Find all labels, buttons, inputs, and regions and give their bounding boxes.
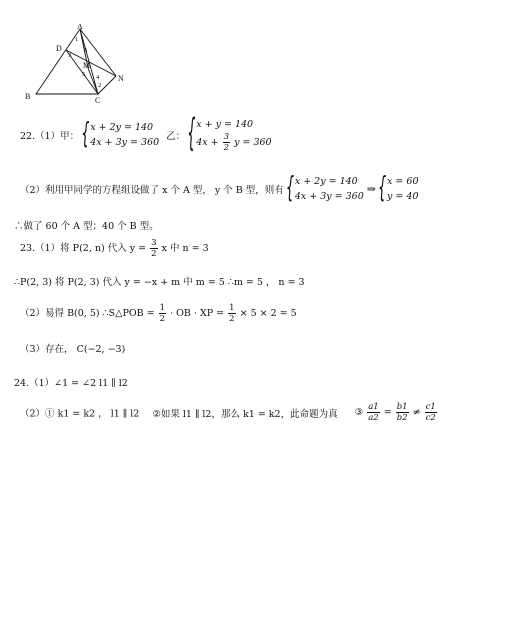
- angle-5: 5: [82, 71, 86, 78]
- part2-system: [287, 174, 364, 204]
- segment-dn: [66, 50, 116, 76]
- angle-6: 6: [84, 47, 88, 54]
- jia-system: [82, 120, 159, 150]
- q22-part2-text: （2）利用甲同学的方程组设做了 x 个 A 型， y 个 B 型，则有: [20, 185, 284, 196]
- segment-mc: [88, 68, 98, 94]
- angle-3: 3: [68, 52, 72, 59]
- yi-eq1: { x + y = 140: [196, 119, 254, 130]
- jia-eq2: 4x + 3y = 360: [90, 137, 160, 148]
- label-b: B: [25, 92, 31, 101]
- implies-arrow: ⇒: [366, 182, 377, 196]
- label-d: D: [56, 44, 62, 53]
- jia-eq1: { x + 2y = 140: [90, 122, 154, 133]
- q22-part2: [20, 174, 419, 204]
- angle-2: 2: [98, 82, 102, 89]
- q23-line2: ∴P(2, 3) 将 P(2, 3) 代入 y = −x + m 中 m = 5 ∴m = 5 ， n = 3: [14, 277, 305, 288]
- geometry-figure: [18, 24, 128, 104]
- solution-system: [379, 174, 418, 204]
- yi-label: 乙：: [166, 131, 186, 142]
- label-n: N: [118, 74, 124, 83]
- yi-system: [188, 117, 271, 153]
- q24-part2: （2）① k1 = k2 ， l1 ∥ l2 ②如果 l1 ∥ l2，那么 k1 = k2，此命题为真 ③ $\frac{a1}{a2}$ = $\frac{b1}{b2}$ ≠ $\frac{c1}{c2}$: [20, 402, 436, 423]
- solution-y: y = 40: [387, 191, 419, 202]
- q23-line4: （3）存在， C(−2, −3): [20, 344, 126, 355]
- q24-line1: 24.（1）∠1 = ∠2 l1 ∥ l2: [14, 378, 128, 389]
- q22-conclusion: ∴做了 60 个 A 型；40 个 B 型。: [14, 221, 159, 232]
- yi-eq2: 4x + $\frac{3}{2}$ y = 360: [196, 132, 272, 153]
- q23-line1: 23.（1）将 P(2, n) 代入 y = $\frac{3}{2}$ x 中 n = 3: [20, 238, 209, 259]
- label-a: A: [77, 24, 83, 31]
- angle-1: 1: [75, 36, 79, 43]
- angle-4: 4: [96, 74, 100, 81]
- part2-eq2: 4x + 3y = 360: [294, 191, 364, 202]
- label-c: C: [95, 96, 101, 104]
- label-m: M: [83, 61, 91, 70]
- solution-x: { x = 60: [387, 176, 419, 187]
- part2-eq1: { x + 2y = 140: [294, 176, 358, 187]
- q22-label: 22.（1）甲：: [20, 131, 80, 142]
- q23-line3: （2）易得 B(0, 5) ∴S△POB = $\frac{1}{2}$ · OB · XP = $\frac{1}{2}$ × 5 × 2 = 5: [20, 303, 297, 324]
- q22-part1: [20, 117, 272, 153]
